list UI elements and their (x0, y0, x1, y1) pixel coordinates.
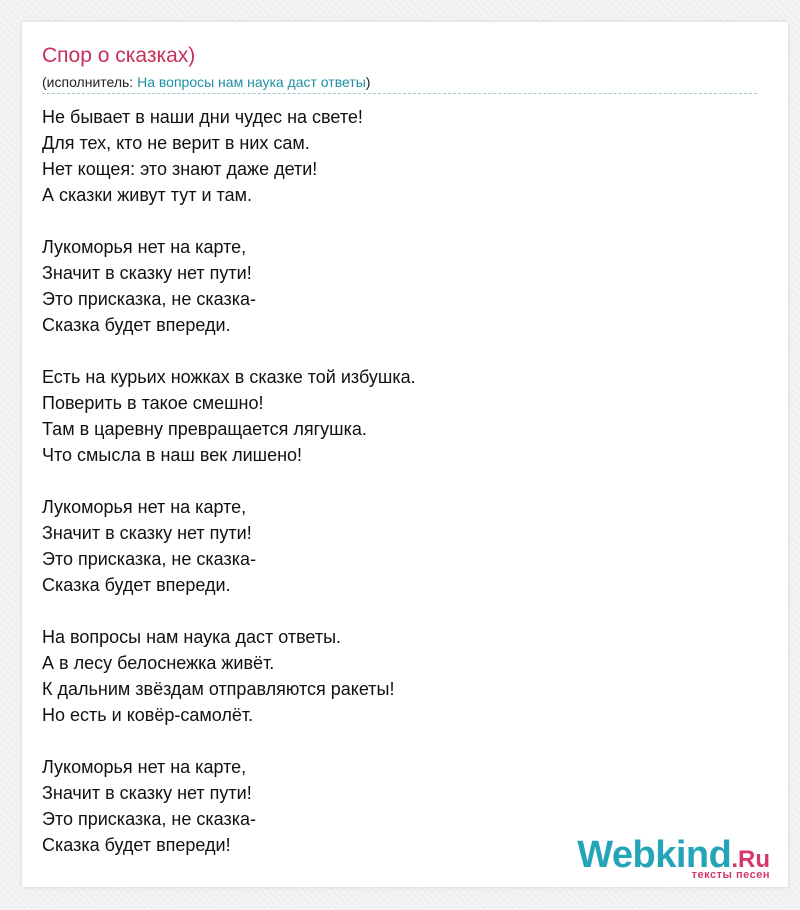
lyric-line: Значит в сказку нет пути! (42, 263, 252, 283)
stanza (42, 494, 742, 598)
performer-line (42, 72, 370, 92)
lyric-line: Это присказка, не сказка- (42, 549, 256, 569)
lyric-line: Для тех, кто не верит в них сам. (42, 133, 310, 153)
lyric-line: Поверить в такое смешно! (42, 393, 264, 413)
lyric-line: Сказка будет впереди. (42, 575, 231, 595)
lyric-line: Там в царевну превращается лягушка. (42, 419, 367, 439)
lyric-line: Нет кощея: это знают даже дети! (42, 159, 318, 179)
lyric-line: А сказки живут тут и там. (42, 185, 252, 205)
stanza (42, 364, 742, 468)
site-logo[interactable] (577, 836, 770, 881)
song-title: Спор о сказках) (42, 44, 196, 67)
stanza (42, 234, 742, 338)
logo-tagline: тексты песен (691, 869, 770, 881)
lyrics-card (22, 22, 788, 887)
lyric-line: Лукоморья нет на карте, (42, 497, 247, 517)
performer-suffix: ) (365, 74, 371, 90)
lyric-line: На вопросы нам наука даст ответы. (42, 627, 342, 647)
lyric-line: К дальним звёздам отправляются ракеты! (42, 679, 395, 699)
stanza (42, 624, 742, 728)
logo-domain: .Ru (731, 846, 770, 873)
title-divider (42, 93, 757, 94)
lyric-line: Лукоморья нет на карте, (42, 237, 247, 257)
lyric-line: Что смысла в наш век лишено! (42, 445, 303, 465)
lyric-line: Значит в сказку нет пути! (42, 523, 252, 543)
lyric-line: Значит в сказку нет пути! (42, 783, 252, 803)
lyric-line: А в лесу белоснежка живёт. (42, 653, 275, 673)
logo-wordmark: Webkind (577, 834, 732, 876)
performer-link[interactable]: На вопросы нам наука даст ответы (137, 74, 366, 90)
lyric-line: Сказка будет впереди! (42, 835, 231, 855)
lyric-line: Но есть и ковёр-самолёт. (42, 705, 254, 725)
lyrics-body (42, 104, 742, 884)
lyric-line: Не бывает в наши дни чудес на свете! (42, 107, 363, 127)
lyric-line: Сказка будет впереди. (42, 315, 231, 335)
lyric-line: Это присказка, не сказка- (42, 289, 256, 309)
performer-prefix: (исполнитель: (42, 74, 138, 90)
stanza (42, 104, 742, 208)
lyric-line: Это присказка, не сказка- (42, 809, 256, 829)
lyric-line: Лукоморья нет на карте, (42, 757, 247, 777)
lyric-line: Есть на курьих ножках в сказке той избушка. (42, 367, 416, 387)
